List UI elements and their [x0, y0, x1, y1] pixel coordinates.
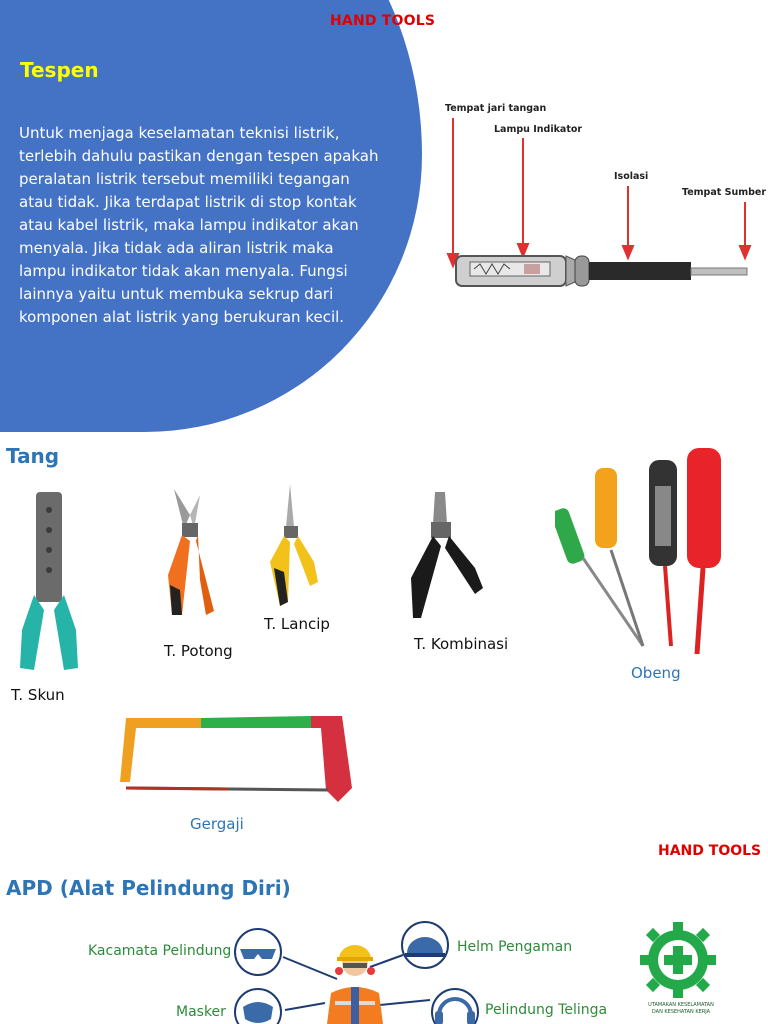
cutting-pliers-image: [160, 485, 220, 625]
k3-text-line2: DAN KESEHATAN KERJA: [651, 1009, 711, 1015]
screwdrivers-image: [555, 446, 735, 658]
apd-label-ear-protection: Pelindung Telinga: [485, 1002, 608, 1018]
caption-t-kombinasi: T. Kombinasi: [414, 635, 509, 653]
apd-label-mask: Masker: [176, 1004, 226, 1020]
page-header-title: HAND TOOLS: [330, 13, 436, 29]
footer-header-title: HAND TOOLS: [658, 843, 762, 859]
caption-t-lancip: T. Lancip: [264, 615, 330, 633]
tang-title: Tang: [6, 444, 60, 468]
tespen-description: Untuk menjaga keselamatan teknisi listrik, terlebih dahulu pastikan dengan tespen apakah peralatan listrik tersebut memiliki tegangan atau tidak. Jika terdapat listrik di stop kontak atau kabel listrik, maka lampu indikator akan menyala. Jika tidak ada aliran listrik maka lampu indikator tidak akan menyala. Fungsi lainnya yaitu untuk membuka sekrup dari komponen alat listrik yang berukuran kecil.: [19, 124, 379, 326]
caption-gergaji: Gergaji: [190, 815, 244, 833]
label-source-place: Tempat Sumber: [682, 187, 767, 198]
combination-pliers-image: [405, 488, 490, 623]
needle-nose-pliers-image: [262, 482, 326, 612]
tespen-diagram: [440, 96, 767, 296]
k3-text-line1: UTAMAKAN KESELAMATAN: [648, 1002, 714, 1008]
caption-obeng: Obeng: [631, 664, 681, 682]
k3-safety-logo: [636, 918, 726, 1018]
crimping-pliers-image: [14, 490, 84, 675]
hacksaw-image: [116, 710, 356, 805]
apd-title: APD (Alat Pelindung Diri): [6, 876, 291, 900]
apd-label-glasses: Kacamata Pelindung: [88, 943, 232, 959]
caption-t-potong: T. Potong: [164, 642, 233, 660]
label-insulation: Isolasi: [614, 171, 649, 182]
caption-t-skun: T. Skun: [11, 686, 65, 704]
tespen-illustration: [440, 96, 760, 296]
label-finger-place: Tempat jari tangan: [445, 103, 547, 114]
label-indicator-lamp: Lampu Indikator: [494, 124, 583, 135]
apd-label-helmet: Helm Pengaman: [457, 939, 573, 955]
tespen-title: Tespen: [20, 58, 99, 82]
